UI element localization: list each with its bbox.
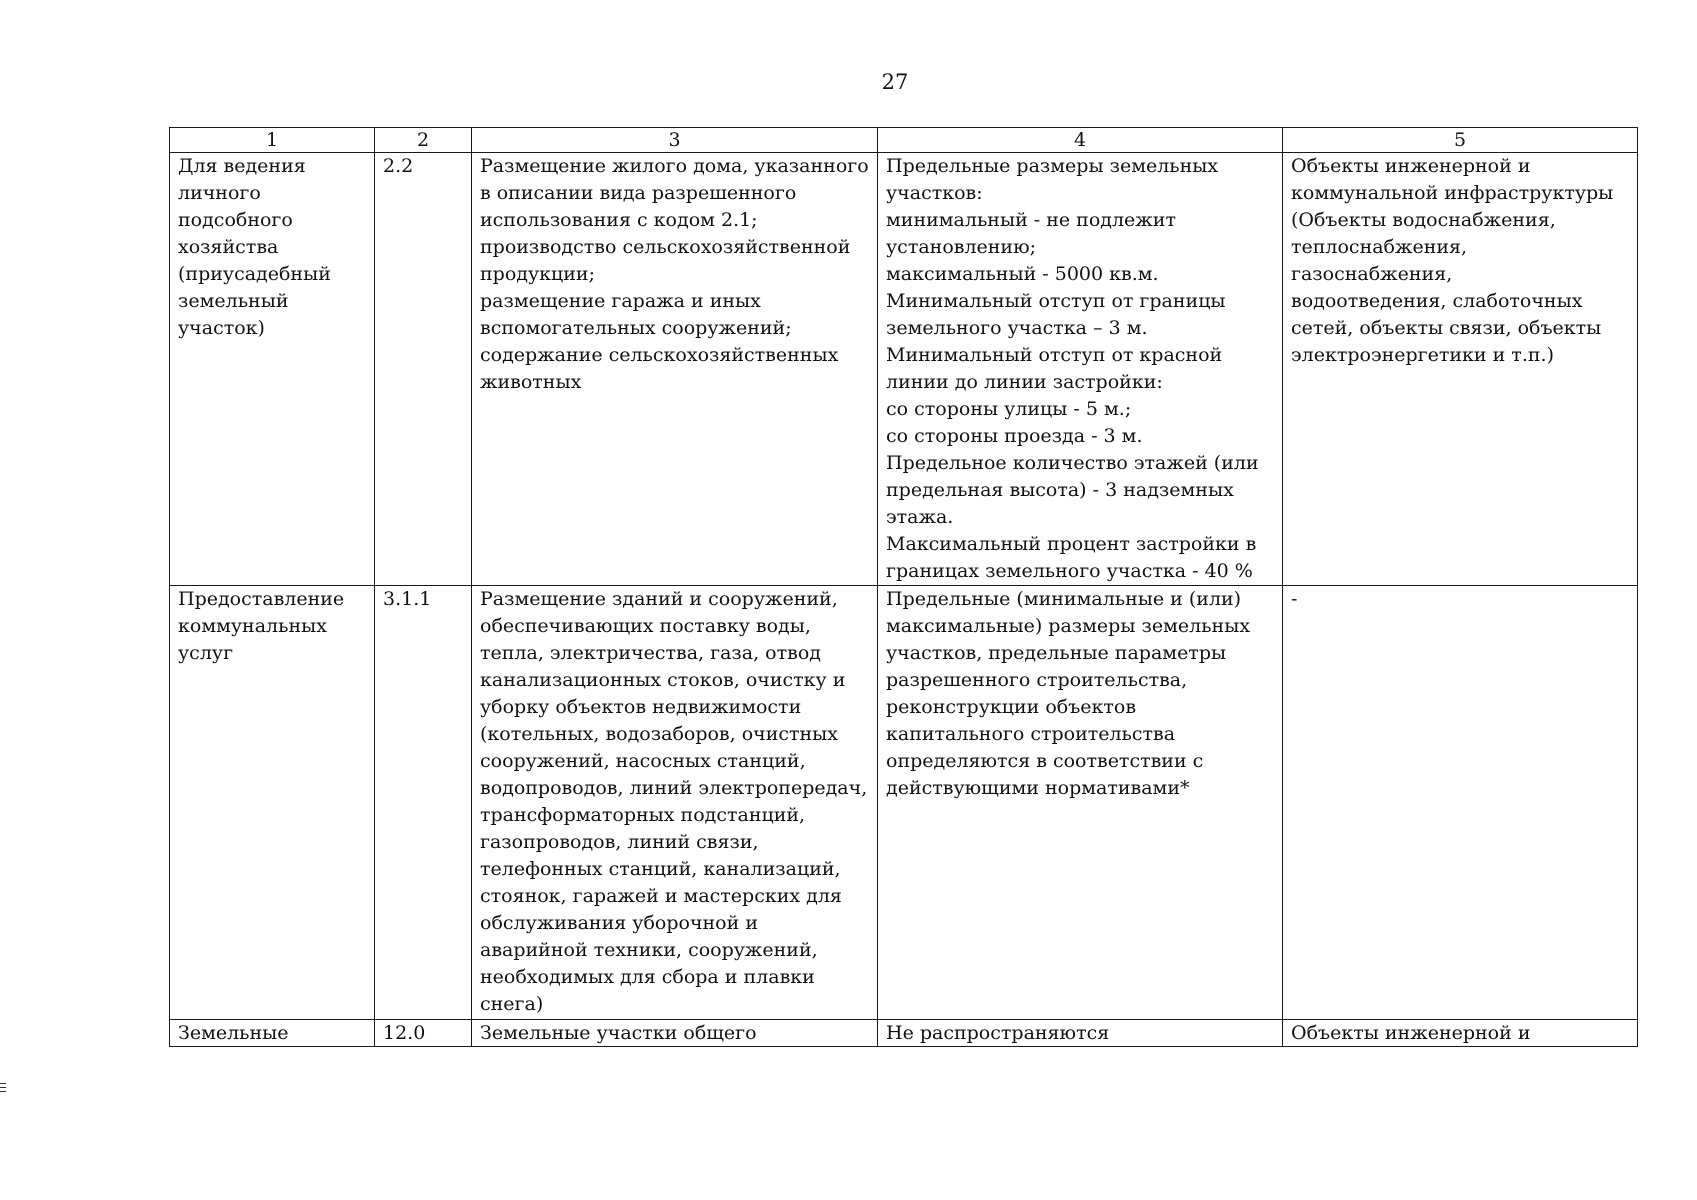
- use-description-cell: [472, 586, 878, 1020]
- header-row: [170, 128, 1638, 153]
- use-description: Земельные участки общего: [480, 1022, 757, 1044]
- use-description: Размещение зданий и сооружений, обеспечивающих поставку воды, тепла, электричества, газа, отвод канализационных стоков, очистку и уборку объектов недвижимости (котельных, водозаборов, очистных сооружений, насосных станций, водопроводов, линий электропередач, трансформаторных подстанций, газопроводов, линий связи, телефонных станций, канализаций, стоянок, гаражей и мастерских для обслуживания уборочной и аварийной техники, сооружений, необходимых для сбора и плавки снега): [480, 588, 868, 1015]
- land-use-table: [169, 127, 1638, 1047]
- scan-edge-mark: [0, 1083, 6, 1092]
- use-type-name: Земельные: [178, 1022, 289, 1044]
- use-type-code-cell: [375, 586, 472, 1020]
- use-type-code-cell: [375, 1020, 472, 1047]
- use-type-code: 12.0: [383, 1022, 426, 1044]
- page-number: 27: [881, 70, 909, 94]
- parameters-cell: [878, 1020, 1283, 1047]
- use-description-cell: [472, 153, 878, 586]
- use-type-name-cell: [170, 586, 375, 1020]
- table-row: [170, 1020, 1638, 1047]
- column-header-1: 1: [170, 128, 375, 153]
- use-type-name-cell: [170, 1020, 375, 1047]
- use-type-name-cell: [170, 153, 375, 586]
- column-header-5: 5: [1283, 128, 1638, 153]
- objects-text: Объекты инженерной и: [1291, 1022, 1531, 1044]
- parameters-text: Не распространяются: [886, 1022, 1110, 1044]
- use-description-cell: [472, 1020, 878, 1047]
- parameters-cell: [878, 586, 1283, 1020]
- table-row: [170, 153, 1638, 586]
- column-header-3: 3: [472, 128, 878, 153]
- objects-cell: [1283, 1020, 1638, 1047]
- objects-cell: [1283, 586, 1638, 1020]
- parameters-cell: [878, 153, 1283, 586]
- parameters-text: Предельные размеры земельных участков: минимальный - не подлежит установлению; максимальный - 5000 кв.м. Минимальный отступ от границы земельного участка – 3 м. Минимальный отступ от красной линии до линии застройки: со стороны улицы - 5 м.; со стороны проезда - 3 м. Предельное количество этажей (или предельная высота) - 3 надземных этажа. Максимальный процент застройки в границах земельного участка - 40 %: [886, 155, 1259, 582]
- use-type-code-cell: [375, 153, 472, 586]
- parameters-text: Предельные (минимальные и (или) максимальные) размеры земельных участков, предельные параметры разрешенного строительства, реконструкции объектов капитального строительства определяются в соответствии с действующими нормативами*: [886, 588, 1251, 799]
- use-description: Размещение жилого дома, указанного в описании вида разрешенного использования с кодом 2.1; производство сельскохозяйственной продукции; размещение гаража и иных вспомогательных сооружений; содержание сельскохозяйственных животных: [480, 155, 869, 393]
- column-header-2: 2: [375, 128, 472, 153]
- objects-cell: [1283, 153, 1638, 586]
- objects-text: -: [1291, 588, 1298, 610]
- table-row: [170, 586, 1638, 1020]
- use-type-code: 2.2: [383, 155, 414, 177]
- use-type-name: Для ведения личного подсобного хозяйства (приусадебный земельный участок): [178, 155, 331, 339]
- column-header-4: 4: [878, 128, 1283, 153]
- use-type-name: Предоставление коммунальных услуг: [178, 588, 345, 664]
- use-type-code: 3.1.1: [383, 588, 432, 610]
- objects-text: Объекты инженерной и коммунальной инфраструктуры (Объекты водоснабжения, теплоснабжения, газоснабжения, водоотведения, слаботочных сетей, объекты связи, объекты электроэнергетики и т.п.): [1291, 155, 1614, 366]
